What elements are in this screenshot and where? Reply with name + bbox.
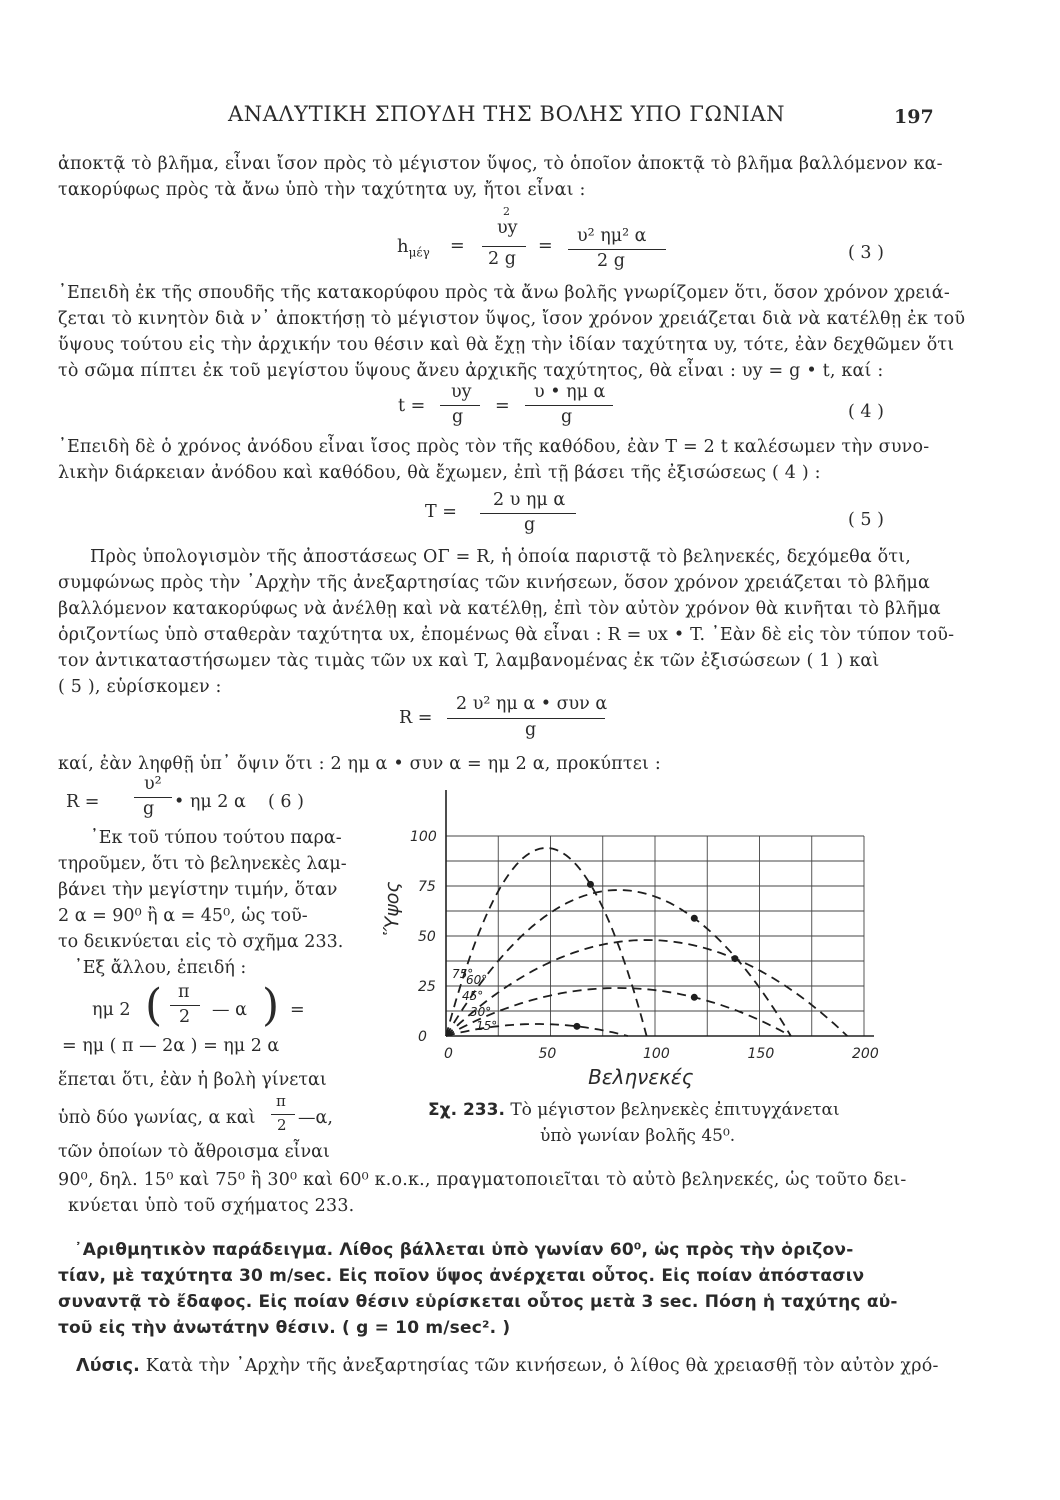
fraction-bar (447, 718, 605, 719)
eq3-h: h (397, 236, 409, 257)
page-number: 197 (894, 106, 934, 128)
eq4-num1: υy (451, 382, 472, 402)
eq5-lhs: T = (425, 502, 457, 522)
solution-line (76, 1356, 938, 1376)
fraction-bar (480, 513, 576, 514)
eq4-den1: g (452, 407, 464, 427)
eq4-num2: υ • ημ α (534, 382, 606, 402)
paragraph-line: τηροῦμεν, ὅτι τὸ βεληνεκὲς λαμ- (58, 854, 347, 874)
paragraph-line: τῶν ὁποίων τὸ ἄθροισμα εἶναι (58, 1142, 330, 1162)
paragraph-line: καί, ἐὰν ληφθῇ ὑπ᾿ ὄψιν ὅτι : 2 ημ α • συν α = ημ 2 α, προκύπτει : (58, 754, 661, 774)
chart-curves (446, 848, 847, 1036)
eq6-den: g (143, 799, 155, 819)
example-line: τοῦ εἰς τὴν ἀνωτάτην θέσιν. ( g = 10 m/sec². ) (58, 1318, 511, 1338)
eqc-den: 2 (277, 1116, 287, 1134)
paragraph-line: ἀποκτᾷ τὸ βλῆμα, εἶναι ἴσον πρὸς τὸ μέγιστον ὕψος, τὸ ὁποῖον ἀποκτᾷ τὸ βλῆμα βαλλόμενον κα- (58, 154, 943, 174)
x-tick-label: 150 (747, 1046, 775, 1062)
trajectory-marker (587, 881, 594, 888)
eq3-num2: υ² ημ² α (577, 226, 647, 246)
paragraph-line: ( 5 ), εὑρίσκομεν : (58, 677, 222, 697)
paragraph-line: βάνει τὴν μεγίστην τιμήν, ὅταν (58, 880, 338, 900)
caption-text: Τὸ μέγιστον βεληνεκὲς ἐπιτυγχάνεται (510, 1100, 840, 1120)
x-tick-label: 0 (444, 1046, 453, 1062)
paragraph-line: 90⁰, δηλ. 15⁰ καὶ 75⁰ ἢ 30⁰ καὶ 60⁰ κ.ο.κ., πραγματοποιεῖται τὸ αὐτὸ βεληνεκές, ὡς τοῦτο δει- (58, 1170, 907, 1190)
eq5-den: g (524, 515, 536, 535)
eqc-num: π (276, 1092, 286, 1110)
fraction-bar (482, 246, 526, 247)
eq6-rhs: • ημ 2 α (174, 792, 246, 812)
eq3-sup: 2 (503, 205, 510, 218)
fraction-bar (170, 1005, 200, 1006)
example-line: συναντᾷ τὸ ἔδαφος. Εἰς ποίαν θέσιν εὑρίσκεται οὗτος μετὰ 3 sec. Πόση ἡ ταχύτης αὐ- (58, 1292, 898, 1312)
trajectory-marker (691, 994, 698, 1001)
figure-caption (428, 1100, 840, 1120)
angle-label: 15° (476, 1019, 498, 1033)
equation-number: ( 6 ) (268, 792, 304, 812)
equation-number: ( 3 ) (848, 243, 884, 263)
paragraph-line: τον ἀντικαταστήσωμεν τὰς τιμὰς τῶν υx καὶ T, λαμβανομένας ἐκ τῶν ἐξισώσεων ( 1 ) καὶ (58, 651, 880, 671)
eqa-num: π (178, 982, 190, 1002)
eqc-rest: —α, (298, 1108, 333, 1128)
eqr-num: 2 υ² ημ α • συν α (456, 694, 608, 714)
equation-number: ( 4 ) (848, 402, 884, 422)
eq4-lhs: t = (398, 396, 426, 416)
paragraph-line: ᾿Εκ τοῦ τύπου τούτου παρα- (90, 828, 342, 848)
paragraph-line: ᾿Εξ ἄλλου, ἐπειδή : (74, 958, 247, 978)
eqr-den: g (525, 720, 537, 740)
equation-number: ( 5 ) (848, 510, 884, 530)
x-tick-label: 200 (852, 1046, 879, 1062)
trajectory-curve (446, 1024, 628, 1036)
solution-label: Λύσις. (76, 1356, 141, 1376)
paragraph-line: Πρὸς ὑπολογισμὸν τῆς ἀποστάσεως ΟΓ = R, ἡ ὁποία παριστᾷ τὸ βεληνεκές, δεχόμεθα ὅτι, (90, 547, 912, 567)
x-tick-label: 50 (538, 1046, 557, 1062)
paragraph-line: συμφώνως πρὸς τὴν ᾿Αρχὴν τῆς ἀνεξαρτησίας τῶν κινήσεων, ὅσον χρόνον χρειάζεται τὸ βλῆμα (58, 573, 931, 593)
paren-right: ) (262, 980, 280, 1031)
paragraph-line: κνύεται ὑπὸ τοῦ σχήματος 233. (68, 1196, 355, 1216)
trajectory-chart (378, 790, 898, 1120)
eq3-den2: 2 g (597, 251, 625, 271)
trajectory-marker (573, 1023, 580, 1030)
chart-grid (446, 836, 864, 1036)
eqa-rest: — α (212, 1000, 247, 1020)
paragraph-line: τακορύφως πρὸς τὰ ἄνω ὑπὸ τὴν ταχύτητα υy, ἤτοι εἶναι : (58, 180, 586, 200)
example-line: τίαν, μὲ ταχύτητα 30 m/sec. Εἰς ποῖον ὕψος ἀνέρχεται οὗτος. Εἰς ποίαν ἀπόστασιν (58, 1266, 865, 1286)
eq5-num: 2 υ ημ α (493, 490, 566, 510)
eq3-lhs (397, 236, 430, 260)
paragraph-line: ζεται τὸ κινητὸν διὰ ν᾿ ἀποκτήσῃ τὸ μέγιστον ὕψος, ἴσον χρόνον χρειάζεται διὰ νὰ κατέλθῃ ἐκ τοῦ (58, 309, 966, 329)
y-tick-label: 75 (418, 879, 436, 895)
eq4-den2: g (561, 407, 573, 427)
paragraph-line: ἕπεται ὅτι, ἐὰν ἡ βολὴ γίνεται (58, 1070, 327, 1090)
eqr-lhs: R = (399, 708, 433, 728)
eq3-sub: μέγ (408, 245, 430, 260)
x-axis-label: Βεληνεκές (588, 1065, 694, 1089)
eq3-equals: = (450, 236, 465, 256)
paragraph-line: ὁριζοντίως ὑπὸ σταθερὰν ταχύτητα υx, ἐπομένως θὰ εἶναι : R = υx • T. ᾿Εὰν δὲ εἰς τὸν τύπον τοῦ- (58, 625, 955, 645)
eq3-den1: 2 g (488, 249, 516, 269)
paragraph-line: βαλλόμενον κατακορύφως νὰ ἀνέλθῃ καὶ νὰ κατέλθῃ, ἐπὶ τὸν αὐτὸν χρόνον θὰ κινῆται τὸ βλῆμα (58, 599, 941, 619)
paren-left: ( (145, 980, 163, 1031)
angle-label: 60° (466, 973, 488, 987)
angle-label: 45° (462, 989, 484, 1003)
solution-text: Κατὰ τὴν ᾿Αρχὴν τῆς ἀνεξαρτησίας τῶν κινήσεων, ὁ λίθος θὰ χρειασθῇ τὸν αὐτὸν χρό- (145, 1356, 939, 1376)
trajectory-curve (446, 940, 847, 1036)
y-tick-label: 50 (418, 929, 436, 945)
paragraph-line: ᾿Επειδὴ δὲ ὁ χρόνος ἀνόδου εἶναι ἴσος πρὸς τὸν τῆς καθόδου, ἐὰν T = 2 t καλέσωμεν τὴν συνο- (58, 437, 930, 457)
eq4-equals: = (495, 396, 510, 416)
eqa-equals: = (290, 1000, 305, 1020)
paragraph-line: τὸ σῶμα πίπτει ἐκ τοῦ μεγίστου ὕψους ἄνευ ἀρχικῆς ταχύτητος, θὰ εἶναι : υy = g • t, καί : (58, 361, 884, 381)
eq6-lhs: R = (66, 792, 100, 812)
eq3-num1: υy (497, 218, 518, 238)
example-line: ᾿Αριθμητικὸν παράδειγμα. Λίθος βάλλεται ὑπὸ γωνίαν 60⁰, ὡς πρὸς τὴν ὁριζον- (74, 1240, 854, 1260)
paragraph-line: ὕψους τούτου εἰς τὴν ἀρχικήν του θέσιν καὶ θὰ ἔχῃ τὴν ἰδίαν ταχύτητα υy, τότε, ἐὰν δεχθῶμεν ὅτι (58, 335, 955, 355)
eq6-num: υ² (144, 774, 162, 794)
eq3-equals2: = (538, 236, 553, 256)
fraction-bar (271, 1114, 295, 1115)
equation-b: = ημ ( π — 2α ) = ημ 2 α (62, 1036, 280, 1056)
eqa-lhs: ημ 2 (92, 1000, 131, 1020)
chart-axes (446, 790, 874, 1036)
y-tick-label: 25 (418, 979, 436, 995)
fraction-bar (440, 405, 480, 406)
x-tick-label: 100 (643, 1046, 670, 1062)
trajectory-marker (691, 915, 698, 922)
fraction-bar (134, 797, 172, 798)
fraction-bar (568, 249, 666, 250)
paragraph-line: ὑπὸ δύο γωνίας, α καὶ (58, 1108, 256, 1128)
trajectory-curve (446, 988, 791, 1036)
paragraph-line: ᾿Επειδὴ ἐκ τῆς σπουδῆς τῆς κατακορύφου πρὸς τὰ ἄνω βολῆς γνωρίζομεν ὅτι, ὅσον χρόνον χρειά- (58, 283, 950, 303)
paragraph-line: 2 α = 90⁰ ἢ α = 45⁰, ὡς τοῦ- (58, 906, 308, 926)
figure-caption-line2: ὑπὸ γωνίαν βολῆς 45⁰. (540, 1126, 736, 1146)
angle-label: 75° (452, 967, 474, 981)
angle-label: 30° (470, 1005, 492, 1019)
y-tick-label: 0 (418, 1029, 427, 1045)
eqa-den: 2 (179, 1007, 191, 1027)
paragraph-line: λικὴν διάρκειαν ἀνόδου καὶ καθόδου, θὰ ἔχωμεν, ἐπὶ τῇ βάσει τῆς ἐξισώσεως ( 4 ) : (58, 463, 821, 483)
trajectory-curve (446, 890, 791, 1036)
y-axis-label: Ὕψος (381, 881, 403, 936)
fraction-bar (525, 405, 613, 406)
paragraph-line: το δεικνύεται εἰς τὸ σχῆμα 233. (58, 932, 344, 952)
y-tick-label: 100 (410, 829, 437, 845)
caption-label: Σχ. 233. (428, 1100, 505, 1120)
running-header: ΑΝΑΛΥΤΙΚΗ ΣΠΟΥΔΗ ΤΗΣ ΒΟΛΗΣ ΥΠΟ ΓΩΝΙΑΝ (228, 102, 786, 126)
